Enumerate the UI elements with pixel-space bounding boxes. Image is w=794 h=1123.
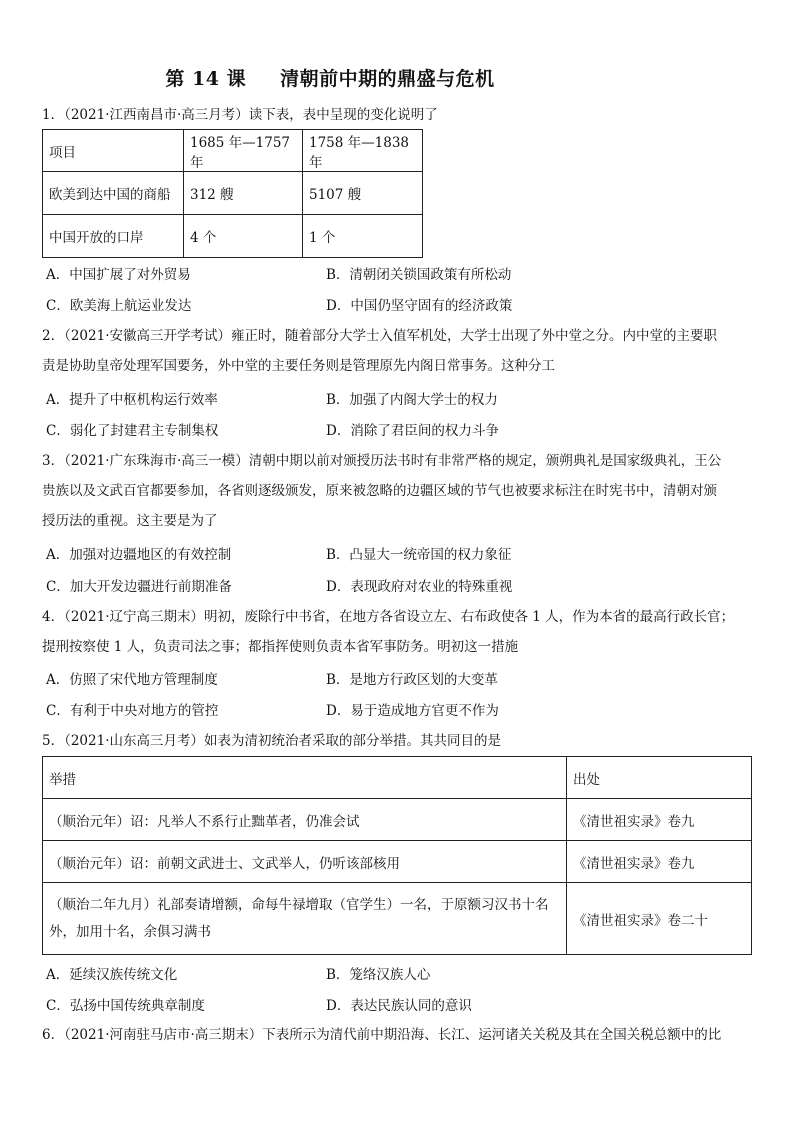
table-cell: （顺治二年九月）礼部奏请增额，命每牛禄增取（官学生）一名，于原额习汉书十名外，加用十名，余俱习满书: [43, 883, 567, 955]
question-1-stem: 1．（2021·江西南昌市·高三月考）读下表，表中呈现的变化说明了: [42, 107, 438, 123]
option-c: C．加大开发边疆进行前期准备: [46, 579, 232, 595]
table-cell: 4 个: [184, 215, 303, 258]
table-cell: 1758 年—1838 年: [303, 130, 423, 172]
table-cell: （顺治元年）诏：凡举人不系行止黜革者，仍准会试: [43, 799, 567, 841]
table-cell: （顺治元年）诏：前朝文武进士、文武举人，仍听该部核用: [43, 841, 567, 883]
option-d: D．消除了君臣间的权力斗争: [326, 423, 499, 439]
option-d: D．表达民族认同的意识: [326, 998, 472, 1014]
stem-line: 提刑按察使 1 人，负责司法之事；都指挥使则负责本省军事防务。明初这一措施: [42, 639, 519, 655]
question-4-stem: [42, 602, 754, 662]
table-cell: 《清世祖实录》卷九: [567, 799, 752, 841]
option-a: A．加强对边疆地区的有效控制: [46, 547, 232, 563]
table-cell: 312 艘: [184, 172, 303, 215]
option-c: C．欧美海上航运业发达: [46, 298, 192, 314]
option-c: C．弱化了封建君主专制集权: [46, 423, 219, 439]
table-cell: 5107 艘: [303, 172, 423, 215]
lesson-name: 清朝前中期的鼎盛与危机: [280, 68, 495, 90]
option-a: A．提升了中枢机构运行效率: [46, 392, 218, 408]
stem-line: 责是协助皇帝处理军国要务，外中堂的主要任务则是管理原先内阁日常事务。这种分工: [42, 358, 555, 374]
question-5-table: [42, 756, 752, 955]
lesson-number: 第 14 课: [165, 68, 247, 90]
stem-line: 2．（2021·安徽高三开学考试）雍正时，随着部分大学士入值军机处，大学士出现了外中堂之分。内中堂的主要职: [42, 328, 717, 344]
option-b: B．笼络汉族人心: [326, 967, 431, 983]
table-header: 举措: [43, 757, 567, 799]
option-b: B．凸显大一统帝国的权力象征: [326, 547, 512, 563]
table-cell: 1685 年—1757 年: [184, 130, 303, 172]
question-3-stem: [42, 446, 754, 536]
table-cell: 欧美到达中国的商船: [43, 172, 184, 215]
option-c: C．有利于中央对地方的管控: [46, 703, 219, 719]
option-a: A．延续汉族传统文化: [46, 967, 178, 983]
table-cell: 项目: [43, 130, 184, 172]
table-cell: 《清世祖实录》卷九: [567, 841, 752, 883]
table-cell: 《清世祖实录》卷二十: [567, 883, 752, 955]
table-header: 出处: [567, 757, 752, 799]
option-c: C．弘扬中国传统典章制度: [46, 998, 205, 1014]
table-cell: 1 个: [303, 215, 423, 258]
page-title: [0, 64, 660, 91]
stem-line: 贵族以及文武百官都要参加，各省则逐级颁发，原来被忽略的边疆区域的节气也被要求标注在时宪书中，清朝对颁: [42, 483, 717, 499]
option-d: D．表现政府对农业的特殊重视: [326, 579, 513, 595]
stem-line: 授历法的重视。这主要是为了: [42, 513, 218, 529]
option-a: A．中国扩展了对外贸易: [46, 267, 191, 283]
option-d: D．中国仍坚守固有的经济政策: [326, 298, 513, 314]
stem-line: 3．（2021·广东珠海市·高三一模）清朝中期以前对颁授历法书时有非常严格的规定，颁朔典礼是国家级典礼，王公: [42, 453, 722, 469]
question-1-table: [42, 129, 423, 258]
option-b: B．是地方行政区划的大变革: [326, 672, 498, 688]
question-5-stem: 5．（2021·山东高三月考）如表为清初统治者采取的部分举措。其共同目的是: [42, 733, 501, 749]
option-b: B．加强了内阁大学士的权力: [326, 392, 498, 408]
question-6-stem: 6．（2021·河南驻马店市·高三期末）下表所示为清代前中期沿海、长江、运河诸关关税及其在全国关税总额中的比: [42, 1027, 722, 1043]
stem-line: 4．（2021·辽宁高三期末）明初，废除行中书省，在地方各省设立左、右布政使各 1 人，作为本省的最高行政长官；: [42, 609, 735, 625]
table-cell: 中国开放的口岸: [43, 215, 184, 258]
option-d: D．易于造成地方官更不作为: [326, 703, 499, 719]
question-2-stem: [42, 321, 754, 381]
option-a: A．仿照了宋代地方管理制度: [46, 672, 218, 688]
option-b: B．清朝闭关锁国政策有所松动: [326, 267, 512, 283]
